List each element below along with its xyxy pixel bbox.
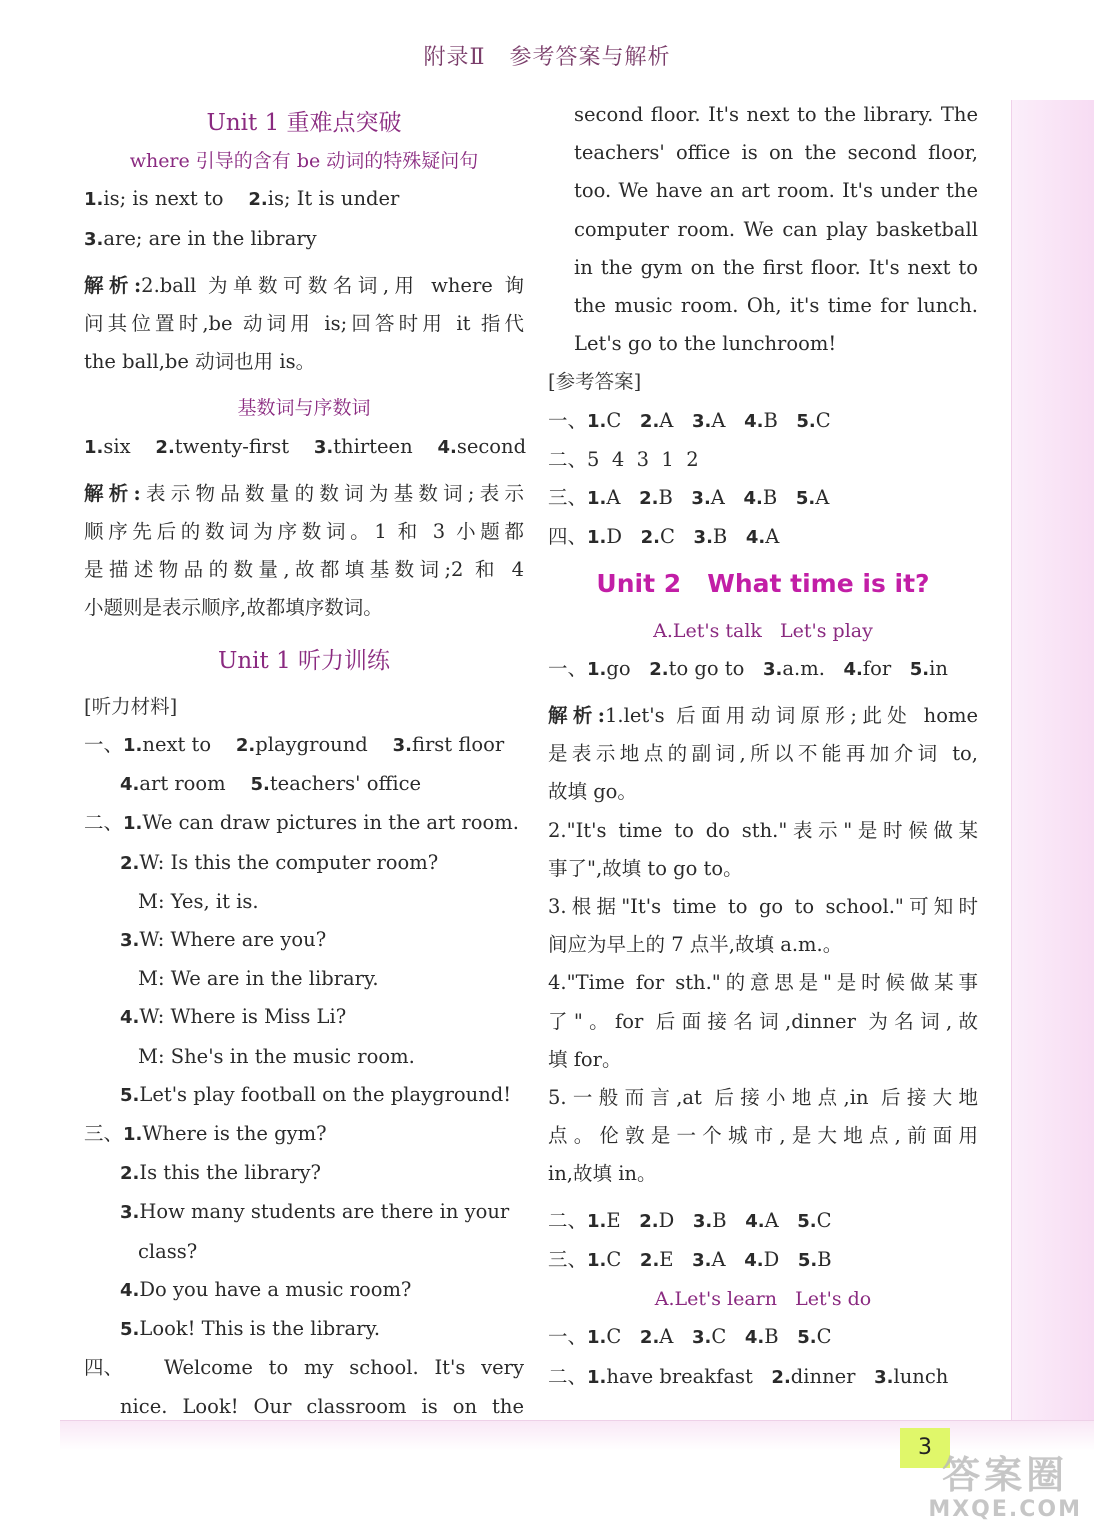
- list-item: M: Yes, it is.: [138, 889, 259, 913]
- subtitle-lets-talk: A.Let's talk Let's play: [653, 619, 873, 642]
- list-item: M: She's in the music room.: [138, 1044, 415, 1068]
- answer-line: 一、1.C 2.A 3.A 4.B 5.C: [548, 408, 831, 432]
- analysis-label: 解析:: [84, 481, 141, 505]
- right-column: [548, 96, 978, 1397]
- list-item: M: We are in the library.: [138, 967, 379, 991]
- answer-line: 二、1.E 2.D 3.B 4.A 5.C: [548, 1208, 832, 1232]
- header-title: 参考答案与解析: [509, 45, 671, 70]
- answer-line: 3.are; are in the library: [84, 226, 317, 250]
- list-item: 5.Let's play football on the playground!: [120, 1082, 512, 1106]
- subtitle-numbers: 基数词与序数词: [237, 397, 371, 420]
- watermark-logo: [928, 1453, 1082, 1522]
- analysis-label: 解析:: [84, 273, 142, 297]
- answer-line: 三、1.A 2.B 3.A 4.B 5.A: [548, 486, 830, 510]
- answer-line: 二、5 4 3 1 2: [548, 447, 699, 471]
- section-title-unit1: Unit 1 重难点突破: [206, 110, 402, 136]
- answer-line: 一、1.go 2.to go to 3.a.m. 4.for 5.in: [548, 656, 948, 680]
- answer-line: 三、1.C 2.E 3.A 4.D 5.B: [548, 1247, 832, 1271]
- list-item: 5.Look! This is the library.: [120, 1317, 381, 1341]
- answer-line: 1.is; is next to 2.is; It is under: [84, 187, 400, 211]
- answer-line: 1.six 2.twenty-first 3.thirteen 4.second: [84, 434, 527, 458]
- section-title-listening: Unit 1 听力训练: [217, 647, 391, 674]
- list-item: 三、1.Where is the gym?: [84, 1122, 327, 1146]
- decorative-right-border: [1011, 100, 1094, 1430]
- answer-line: 二、1.have breakfast 2.dinner 3.lunch: [548, 1364, 949, 1388]
- appendix-label: 附录Ⅱ: [423, 45, 486, 70]
- page-number: 3: [900, 1428, 950, 1468]
- answer-line: 一、1.C 2.A 3.C 4.B 5.C: [548, 1325, 832, 1349]
- answer-key-label: [参考答案]: [548, 370, 642, 394]
- analysis-note: 解析:2.ball 为单数可数名词,用 where 询 问其位置时,be 动词用 is;回答时用 it 指代 the ball,be 动词也用 is。: [84, 273, 524, 374]
- page-header: [0, 40, 1094, 71]
- list-item: 二、1.We can draw pictures in the art room.: [84, 811, 519, 835]
- list-item: class?: [138, 1239, 198, 1263]
- subtitle-lets-learn: A.Let's learn Let's do: [654, 1288, 872, 1311]
- answer-line: 四、1.D 2.C 3.B 4.A: [548, 525, 780, 549]
- materials-label: [听力材料]: [84, 694, 178, 718]
- list-item: 2.W: Is this the computer room?: [120, 850, 439, 874]
- analysis-note: 解析:表示物品数量的数词为基数词;表示 顺序先后的数词为序数词。1 和 3 小题都 是描述物品的数量,故都填基数词;2 和 4 小题则是表示顺序,故都填序数词。: [84, 481, 524, 620]
- list-item: 一、1.next to 2.playground 3.first floor: [84, 733, 505, 757]
- list-item: 4.W: Where is Miss Li?: [120, 1005, 347, 1029]
- watermark-url: MXQE.COM: [928, 1497, 1082, 1522]
- listening-passage: second floor. It's next to the library. The teachers' office is on the second floor, too. We have an art room. It's under the computer room. We can play basketball in the gym on the first floor. It's next to the music room. Oh, it's time for lunch. Let's go to the lunchroom!: [574, 103, 978, 356]
- list-item: 3.W: Where are you?: [120, 928, 327, 952]
- section-title-unit2: Unit 2 What time is it?: [596, 569, 930, 599]
- list-item: 3.How many students are there in your: [120, 1200, 510, 1224]
- subtitle-where-questions: where 引导的含有 be 动词的特殊疑问句: [129, 150, 479, 173]
- watermark-text: 答案圈: [942, 1453, 1069, 1497]
- left-column: [84, 104, 527, 1426]
- list-item: 4.Do you have a music room?: [120, 1277, 412, 1301]
- list-item: 2.Is this the library?: [120, 1161, 321, 1185]
- list-item: nice. Look! Our classroom is on the: [120, 1394, 524, 1418]
- analysis-note: 解析:1.let's 后面用动词原形;此处 home 是表示地点的副词,所以不能再加介词 to, 故填 go。 2."It's time to do sth."表示"是时候做某 事了",故填 to go to。 3.根据"It's time to go to school."可知时 间应为早上的 7 点半,故填 a.m.。 4."Time for sth."的意思是"是时候做某事 了"。for 后面接名词,dinner 为名词,故 填 for。 5.一般而言,at 后接小地点,in 后接大地 点。伦敦是一个城市,是大地点,前面用 in,故填 in。: [548, 704, 979, 1186]
- list-item: 4.art room 5.teachers' office: [120, 772, 422, 796]
- analysis-label: 解析:: [548, 704, 605, 728]
- list-item: 四、 Welcome to my school. It's very: [84, 1356, 524, 1380]
